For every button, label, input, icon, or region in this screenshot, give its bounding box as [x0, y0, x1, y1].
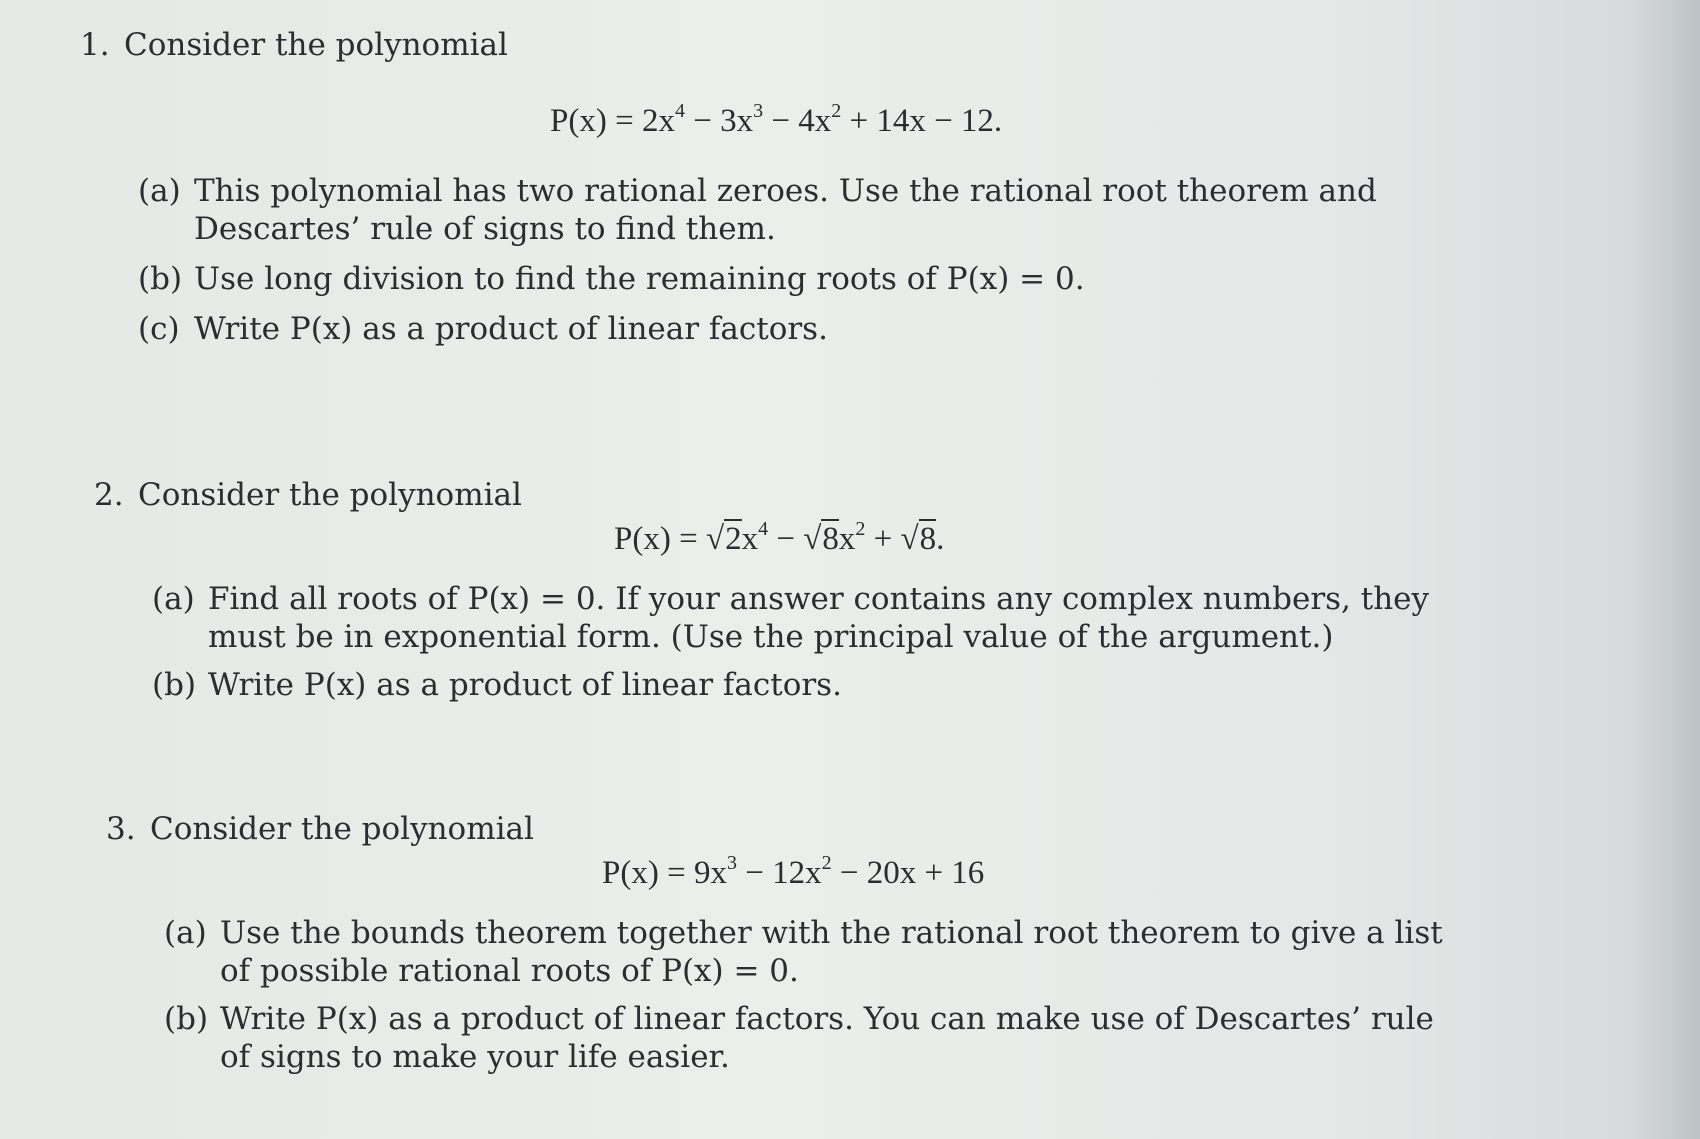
polynomial-equation: $P(x) = √2x^4 - √8x^2 + √8$. — [614, 518, 945, 557]
part-a — [152, 580, 1452, 656]
problem-intro: Consider the polynomial — [138, 477, 522, 513]
problem-intro: Consider the polynomial — [124, 27, 508, 63]
part-label: (c) — [138, 311, 180, 347]
part-text: Write P(x) as a product of linear factors. — [208, 667, 842, 703]
part-a — [164, 914, 1464, 990]
problem-number: 1. — [80, 27, 110, 63]
part-label: (a) — [138, 173, 181, 209]
problem-3 — [106, 810, 1586, 1090]
part-text: Write P(x) as a product of linear factors. You can make use of Descartes’ rule of signs to make your life easier. — [220, 1001, 1434, 1075]
part-label: (b) — [138, 261, 183, 297]
page-edge-shadow — [1630, 0, 1700, 1139]
part-label: (a) — [152, 581, 195, 617]
part-text: This polynomial has two rational zeroes. Use the rational root theorem and Descartes’ rule of signs to find them. — [194, 173, 1377, 247]
part-label: (b) — [152, 667, 197, 703]
part-label: (b) — [164, 1001, 209, 1037]
part-text: Use long division to find the remaining roots of P(x) = 0. — [194, 261, 1085, 297]
part-text: Write P(x) as a product of linear factors. — [194, 311, 828, 347]
problem-1 — [80, 26, 1560, 366]
polynomial-equation: $P(x) = 2x^4 - 3x^3 - 4x^2 + 14x - 12$. — [550, 100, 1003, 139]
part-c — [138, 310, 1438, 348]
part-b — [152, 666, 1452, 704]
part-text: Use the bounds theorem together with the rational root theorem to give a list of possible rational roots of P(x) = 0. — [220, 915, 1443, 989]
problem-intro: Consider the polynomial — [150, 811, 534, 847]
polynomial-equation: $P(x) = 9x^3 - 12x^2 - 20x + 16$ — [602, 852, 985, 891]
problem-number: 2. — [94, 477, 124, 513]
part-b — [164, 1000, 1464, 1076]
problem-2 — [94, 476, 1574, 716]
part-b — [138, 260, 1438, 298]
part-text: Find all roots of P(x) = 0. If your answer contains any complex numbers, they must be in exponential form. (Use the principal value of the argument.) — [208, 581, 1430, 655]
part-label: (a) — [164, 915, 207, 951]
problem-number: 3. — [106, 811, 136, 847]
part-a — [138, 172, 1438, 248]
